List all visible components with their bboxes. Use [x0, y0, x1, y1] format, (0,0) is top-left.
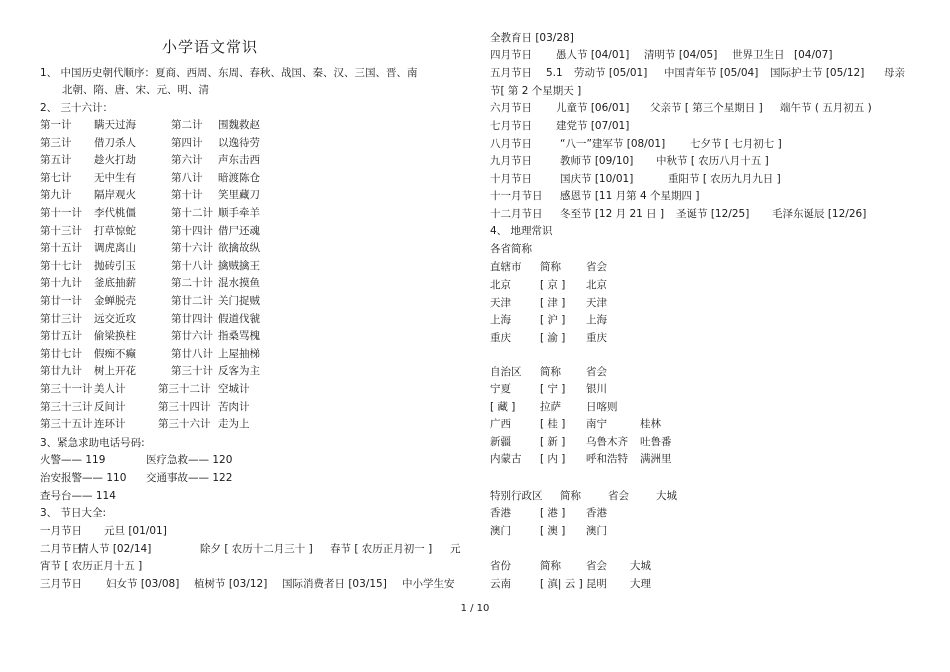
page-title: 小学语文常识 — [162, 38, 259, 56]
row-cell: 香港 — [586, 507, 607, 519]
holiday-item: 毛泽东诞辰 [12/26] — [772, 208, 867, 220]
row-cell: 以逸待劳 — [218, 137, 260, 149]
row-cell: 偷梁换柱 — [94, 330, 136, 342]
row-cell: 第十五计 — [40, 242, 82, 254]
row-cell: 隔岸观火 — [94, 189, 136, 201]
row-cell: [ 新 ] — [540, 435, 566, 448]
row-cell: 省会 — [586, 366, 607, 378]
row-cell: 第廿七计 — [40, 348, 82, 360]
row-cell: 上海 — [490, 314, 511, 326]
row-cell: 宁夏 — [490, 383, 511, 395]
row-cell: 简称 — [540, 366, 561, 378]
month-label: 十二月节日 — [490, 208, 543, 220]
row-cell: 擒贼擒王 — [218, 260, 260, 272]
section-phones: 3、紧急求助电话号码: — [40, 437, 145, 449]
row-cell: 混水摸鱼 — [218, 277, 260, 289]
row-cell: [ 宁 ] — [540, 383, 566, 395]
row-cell: 第三十一计 — [40, 383, 93, 395]
holiday-item: 感恩节 [11 月第 4 个星期四 ] — [560, 190, 700, 202]
row-cell: 呼和浩特 — [586, 453, 628, 465]
row-cell: 第十四计 — [171, 225, 213, 237]
row-cell: 满洲里 — [640, 453, 672, 465]
holiday-item: 儿童节 [06/01] — [556, 102, 630, 114]
row-cell: 第十二计 — [171, 207, 213, 219]
row-cell: 乌鲁木齐 — [586, 435, 628, 448]
row-cell: 第九计 — [40, 189, 72, 201]
month-label: 二月节日 — [40, 543, 82, 555]
row-cell: 交通事故—— 122 — [146, 472, 233, 484]
row-cell: 第二计 — [171, 119, 203, 131]
row-cell: 简称 — [540, 560, 561, 572]
row-cell: 简称 — [540, 261, 561, 273]
row-cell: 重庆 — [586, 331, 607, 344]
holiday-item: 愚人节 [04/01] — [556, 49, 630, 61]
holiday-row-feb-cont: 宵节 [ 农历正月十五 ] — [40, 560, 143, 572]
row-cell: 第廿八计 — [171, 348, 213, 360]
month-label: 五月节日 — [490, 67, 532, 79]
row-cell: 大城 — [656, 490, 677, 502]
holiday-item: 圣诞节 [12/25] — [676, 208, 750, 220]
row-cell: 暗渡陈仓 — [218, 172, 260, 184]
holiday-item: 元 — [450, 543, 461, 555]
row-cell: 瞒天过海 — [94, 119, 136, 131]
row-cell: [ 桂 ] — [540, 418, 566, 430]
month-label: 六月节日 — [490, 102, 532, 114]
month-label: 一月节日 — [40, 525, 82, 537]
row-cell: [ 滇| 云 ] — [540, 578, 583, 590]
row-cell: [ 内 ] — [540, 453, 566, 465]
row-cell: 特别行政区 — [490, 490, 543, 502]
holiday-item: 端午节 ( 五月初五 ) — [780, 102, 872, 114]
row-cell: 笑里藏刀 — [218, 189, 260, 201]
row-cell: 第七计 — [40, 172, 72, 184]
row-cell: 日喀则 — [586, 400, 618, 413]
row-cell: 第廿四计 — [171, 313, 213, 325]
row-cell: 香港 — [490, 507, 511, 519]
row-cell: 第廿六计 — [171, 330, 213, 342]
row-cell: 第十一计 — [40, 207, 82, 219]
row-cell: 广西 — [490, 418, 511, 430]
row-cell: 李代桃僵 — [94, 207, 136, 219]
holiday-item: 教师节 [09/10] — [560, 155, 634, 167]
month-label: 八月节日 — [490, 138, 532, 150]
row-cell: 第三十四计 — [158, 401, 211, 413]
row-cell: 第十七计 — [40, 260, 82, 272]
row-cell: [ 京 ] — [540, 279, 566, 291]
row-cell: 医疗急救—— 120 — [146, 454, 233, 466]
row-cell: 苦肉计 — [218, 401, 250, 413]
holiday-row-mar-cont: 全教育日 [03/28] — [490, 32, 574, 44]
row-cell: 第十三计 — [40, 225, 82, 237]
holiday-item: 中小学生安 — [402, 578, 455, 590]
holiday-item: [04/07] — [794, 49, 833, 61]
row-cell: 顺手牵羊 — [218, 207, 260, 219]
row-cell: 趁火打劫 — [94, 154, 136, 166]
row-cell: 省份 — [490, 560, 511, 572]
row-cell: 第三计 — [40, 137, 72, 149]
holiday-item: 情人节 [02/14] — [78, 543, 152, 555]
section-holidays: 3、 节日大全: — [40, 507, 107, 519]
holiday-item: 国际护士节 [05/12] — [770, 67, 865, 79]
row-cell: 上海 — [586, 314, 607, 326]
row-cell: 第廿九计 — [40, 365, 82, 377]
row-cell: [ 渝 ] — [540, 331, 566, 344]
holiday-item: 元旦 [01/01] — [104, 525, 167, 537]
row-cell: [ 藏 ] — [490, 400, 516, 413]
row-cell: 大理 — [630, 578, 651, 590]
row-cell: 重庆 — [490, 331, 511, 344]
row-cell: 昆明 — [586, 578, 607, 590]
row-cell: 省会 — [608, 490, 629, 502]
dynasty-line-1: 1、 中国历史朝代顺序：夏商、西周、东周、春秋、战国、秦、汉、三国、晋、南 — [40, 67, 418, 79]
holiday-item: 冬至节 [12 月 21 日 ] — [560, 208, 665, 220]
holiday-item: 世界卫生日 — [732, 49, 785, 61]
holiday-item: 妇女节 [03/08] — [106, 578, 180, 590]
row-cell: 第三十二计 — [158, 383, 211, 395]
row-cell: 关门捉贼 — [218, 295, 260, 307]
row-cell: 银川 — [586, 383, 607, 395]
section-geography: 4、 地理常识 — [490, 225, 553, 237]
row-cell: 第八计 — [171, 172, 203, 184]
row-cell: 远交近攻 — [94, 313, 136, 325]
row-cell: 北京 — [490, 279, 511, 291]
row-cell: 釜底抽薪 — [94, 277, 136, 289]
row-cell: 第二十计 — [171, 277, 213, 289]
dynasty-line-2: 北朝、隋、唐、宋、元、明、清 — [62, 84, 209, 96]
row-cell: 火警—— 119 — [40, 454, 106, 466]
holiday-item: 清明节 [04/05] — [644, 49, 718, 61]
row-cell: 第三十计 — [171, 365, 213, 377]
holiday-item: 除夕 [ 农历十二月三十 ] — [200, 543, 313, 555]
row-cell: 第十九计 — [40, 277, 82, 289]
row-cell: 天津 — [490, 296, 511, 309]
row-cell: 澳门 — [490, 524, 511, 537]
row-cell: 自治区 — [490, 366, 522, 378]
row-cell: 北京 — [586, 279, 607, 291]
row-cell: 桂林 — [640, 418, 661, 430]
row-cell: 假道伐虢 — [218, 313, 260, 325]
row-cell: 简称 — [560, 490, 581, 502]
month-label: 十一月节日 — [490, 190, 543, 202]
row-cell: 打草惊蛇 — [94, 225, 136, 237]
holiday-item: 国庆节 [10/01] — [560, 173, 634, 185]
row-cell: 无中生有 — [94, 172, 136, 184]
row-cell: 反客为主 — [218, 365, 260, 377]
holiday-item: 中国青年节 [05/04] — [664, 67, 759, 79]
holiday-item: 建党节 [07/01] — [556, 120, 630, 132]
row-cell: 大城 — [630, 560, 651, 572]
row-cell: 吐鲁番 — [640, 435, 672, 448]
month-label: 三月节日 — [40, 578, 82, 590]
row-cell: 借刀杀人 — [94, 137, 136, 149]
row-cell: 假痴不癫 — [94, 348, 136, 360]
row-cell: 第六计 — [171, 154, 203, 166]
row-cell: 围魏救赵 — [218, 119, 260, 131]
row-cell: 第四计 — [171, 137, 203, 149]
row-cell: 声东击西 — [218, 154, 260, 166]
row-cell: 走为上 — [218, 418, 250, 430]
row-cell: 指桑骂槐 — [218, 330, 260, 342]
month-label: 九月节日 — [490, 155, 532, 167]
holiday-item: 七夕节 [ 七月初七 ] — [690, 138, 782, 150]
row-cell: [ 港 ] — [540, 507, 566, 519]
holiday-item: 春节 [ 农历正月初一 ] — [330, 543, 433, 555]
month-label: 四月节日 — [490, 49, 532, 61]
row-cell: 省会 — [586, 261, 607, 273]
holiday-item: 劳动节 [05/01] — [574, 67, 648, 79]
row-cell: 树上开花 — [94, 365, 136, 377]
holiday-item: “八一”建军节 [08/01] — [560, 138, 666, 150]
row-cell: 省会 — [586, 560, 607, 572]
row-cell: 第三十三计 — [40, 401, 93, 413]
row-cell: 新疆 — [490, 435, 511, 448]
row-cell: 借尸还魂 — [218, 225, 260, 237]
row-cell: 第廿一计 — [40, 295, 82, 307]
row-cell: 第三十六计 — [158, 418, 211, 430]
row-cell: 抛砖引玉 — [94, 260, 136, 272]
holiday-item: 5.1 — [546, 67, 563, 79]
holiday-item: 母亲 — [884, 67, 905, 79]
row-cell: [ 澳 ] — [540, 524, 566, 537]
row-cell: 云南 — [490, 578, 511, 590]
month-label: 七月节日 — [490, 120, 532, 132]
row-cell: 拉萨 — [540, 400, 561, 413]
row-cell: 第廿二计 — [171, 295, 213, 307]
row-cell: [ 沪 ] — [540, 314, 566, 326]
holiday-item: 中秋节 [ 农历八月十五 ] — [656, 155, 769, 167]
page-number: 1 / 10 — [460, 603, 490, 614]
row-cell: 上屋抽梯 — [218, 348, 260, 360]
holiday-item: 植树节 [03/12] — [194, 578, 268, 590]
row-cell: 空城计 — [218, 383, 250, 395]
row-cell: [ 津 ] — [540, 296, 566, 309]
row-cell: 第一计 — [40, 119, 72, 131]
row-cell: 连环计 — [94, 418, 126, 430]
row-cell: 第五计 — [40, 154, 72, 166]
row-cell: 美人计 — [94, 383, 126, 395]
row-cell: 查号台—— 114 — [40, 490, 116, 502]
row-cell: 第十六计 — [171, 242, 213, 254]
row-cell: 第十八计 — [171, 260, 213, 272]
row-cell: 第廿三计 — [40, 313, 82, 325]
holiday-item: 父亲节 [ 第三个星期日 ] — [650, 102, 763, 114]
holiday-item: 重阳节 [ 农历九月九日 ] — [668, 173, 781, 185]
holiday-row-may-cont: 节[ 第 2 个星期天 ] — [490, 85, 582, 97]
row-cell: 治安报警—— 110 — [40, 472, 127, 484]
row-cell: 欲擒故纵 — [218, 242, 260, 254]
row-cell: 反间计 — [94, 401, 126, 413]
row-cell: 天津 — [586, 296, 607, 309]
row-cell: 第三十五计 — [40, 418, 93, 430]
row-cell: 调虎离山 — [94, 242, 136, 254]
row-cell: 内蒙古 — [490, 453, 522, 465]
section-stratagems: 2、 三十六计： — [40, 102, 114, 114]
row-cell: 第廿五计 — [40, 330, 82, 342]
row-cell: 澳门 — [586, 524, 607, 537]
row-cell: 第十计 — [171, 189, 203, 201]
month-label: 十月节日 — [490, 173, 532, 185]
row-cell: 直辖市 — [490, 261, 522, 273]
provinces-title: 各省简称 — [490, 243, 532, 255]
row-cell: 南宁 — [586, 418, 607, 430]
row-cell: 金蝉脱壳 — [94, 295, 136, 307]
holiday-item: 国际消费者日 [03/15] — [282, 578, 387, 590]
